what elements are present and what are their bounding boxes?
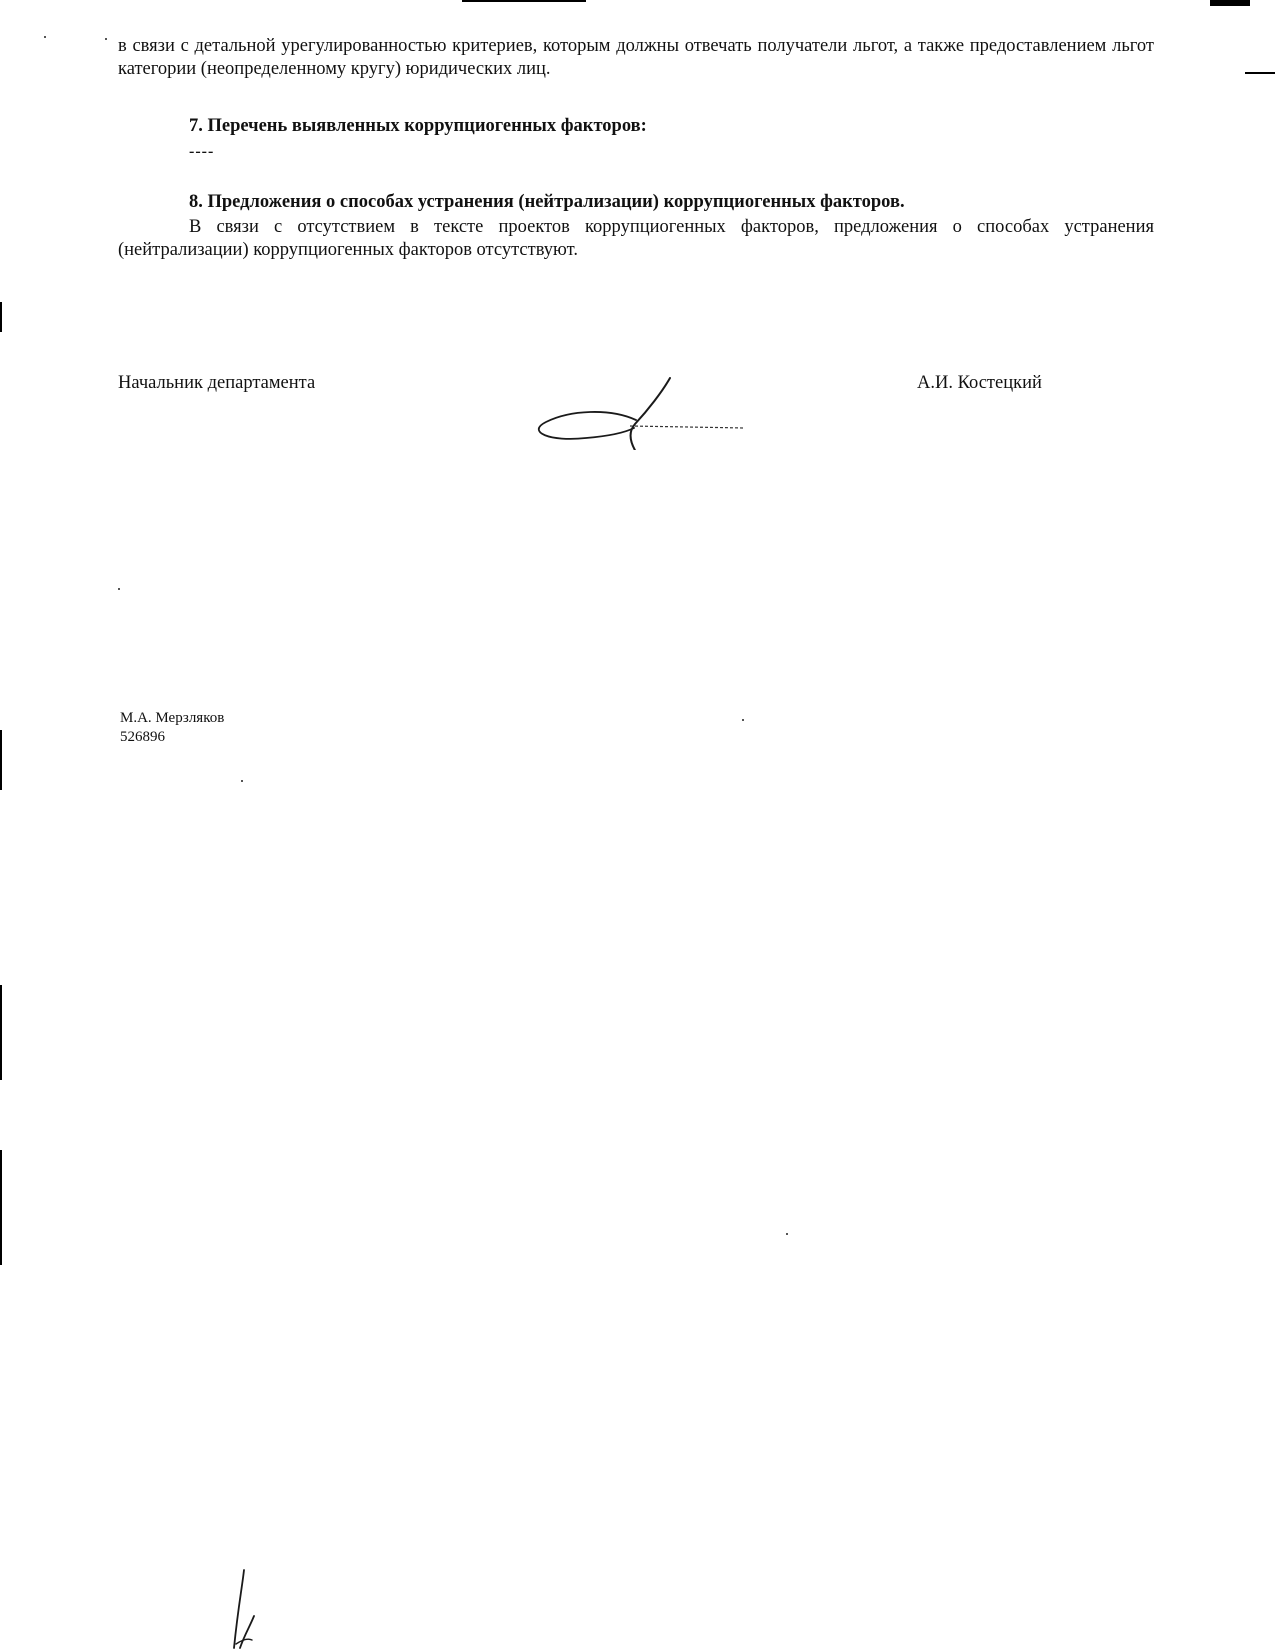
scan-speck: [786, 1233, 788, 1235]
executor-block: [120, 709, 224, 747]
scan-artifact-edge-mark: [0, 985, 2, 1080]
scan-speck: [105, 38, 107, 40]
scan-speck: [241, 780, 243, 782]
scan-speck: [742, 719, 744, 721]
handwritten-initials-mark: [228, 1568, 268, 1650]
scan-speck: [44, 36, 46, 38]
section-7-heading: 7. Перечень выявленных коррупциогенных факторов:: [189, 116, 647, 136]
scan-artifact-right-dash: [1245, 72, 1275, 74]
scan-artifact-corner-bar: [1210, 0, 1250, 6]
section-7-content: ----: [189, 143, 215, 160]
scan-artifact-edge-mark: [0, 730, 2, 790]
signatory-name: А.И. Костецкий: [917, 373, 1042, 393]
handwritten-signature: [530, 370, 750, 450]
section-8-paragraph: В связи с отсутствием в тексте проектов коррупциогенных факторов, предложения о способах устранения (нейтрализации) коррупциогенных факторов отсутствуют.: [118, 217, 1154, 260]
section-8-heading: 8. Предложения о способах устранения (нейтрализации) коррупциогенных факторов.: [189, 192, 905, 212]
executor-name: М.А. Мерзляков: [120, 710, 225, 726]
scan-speck: [118, 588, 120, 590]
scan-artifact-top-line: [462, 0, 586, 2]
scan-artifact-edge-mark: [0, 1150, 2, 1265]
executor-phone: 526896: [120, 729, 165, 745]
scan-artifact-edge-mark: [0, 302, 2, 332]
continuation-paragraph: в связи с детальной урегулированностью критериев, которым должны отвечать получатели льгот, а также предоставлением льгот категории (неопределенному кругу) юридических лиц.: [118, 36, 1154, 79]
signatory-position: Начальник департамента: [118, 373, 316, 393]
